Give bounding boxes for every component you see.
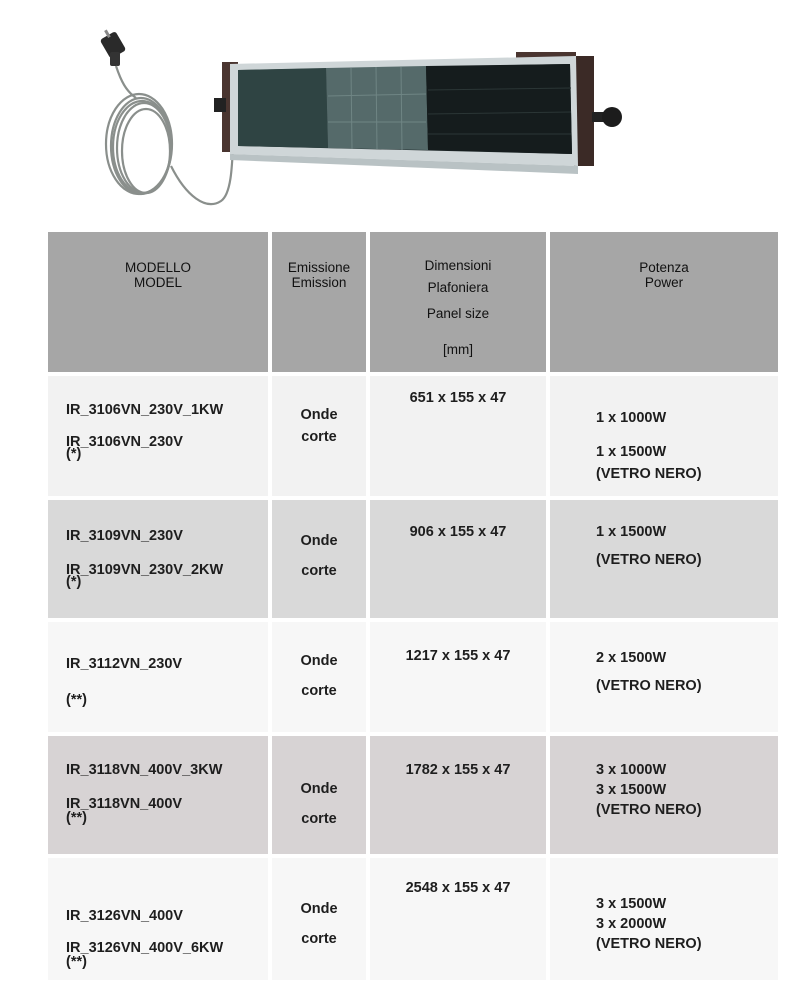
power-value: 3 x 1000W	[596, 762, 667, 778]
power-note: (VETRO NERO)	[596, 936, 702, 952]
emission-value: Onde corte	[300, 533, 338, 579]
column-divider	[546, 232, 550, 980]
dimensions-value: 2548 x 155 x 47	[405, 880, 511, 896]
product-image	[96, 26, 632, 226]
model-note: (*)	[66, 574, 82, 590]
dimensions-value: 906 x 155 x 47	[409, 524, 507, 540]
model-name: IR_3109VN_230V_2KW	[66, 562, 224, 578]
emission-value: Onde corte	[300, 781, 338, 827]
model-name: IR_3126VN_400V_6KW	[66, 940, 224, 956]
power-value: 3 x 1500W	[596, 782, 667, 798]
model-name: IR_3118VN_400V	[66, 796, 183, 812]
emission-value: Onde corte	[300, 407, 338, 445]
power-value: 1 x 1000W	[596, 410, 667, 426]
model-note: (**)	[66, 954, 87, 970]
heater-panel	[214, 52, 622, 174]
header-dimensions: Dimensioni Plafoniera Panel size [mm]	[370, 232, 546, 372]
model-name: IR_3126VN_400V	[66, 908, 183, 924]
column-divider	[366, 232, 370, 980]
power-value: 3 x 2000W	[596, 916, 667, 932]
dimensions-value: 1782 x 155 x 47	[405, 762, 511, 778]
model-name: IR_3106VN_230V_1KW	[66, 402, 224, 418]
table-row	[48, 622, 778, 732]
model-name: IR_3112VN_230V	[66, 656, 183, 672]
model-note: (*)	[66, 446, 82, 462]
model-note: (**)	[66, 810, 87, 826]
emission-value: Onde corte	[300, 653, 338, 699]
header-model: MODELLO MODEL	[48, 232, 268, 372]
emission-value: Onde corte	[300, 901, 338, 947]
power-note: (VETRO NERO)	[596, 466, 702, 482]
header-power: Potenza Power	[550, 232, 778, 372]
power-note: (VETRO NERO)	[596, 802, 702, 818]
power-value: 2 x 1500W	[596, 650, 667, 666]
header-emission: Emissione Emission	[272, 232, 366, 372]
plug-icon	[100, 30, 127, 66]
model-note: (**)	[66, 692, 87, 708]
model-name: IR_3106VN_230V	[66, 434, 183, 450]
spec-table	[48, 232, 778, 980]
power-value: 3 x 1500W	[596, 896, 667, 912]
column-divider	[268, 232, 272, 980]
power-value: 1 x 1500W	[596, 524, 667, 540]
dimensions-value: 1217 x 155 x 47	[405, 648, 511, 664]
model-name: IR_3109VN_230V	[66, 528, 183, 544]
table-row	[48, 736, 778, 854]
model-name: IR_3118VN_400V_3KW	[66, 762, 223, 778]
power-note: (VETRO NERO)	[596, 678, 702, 694]
power-note: (VETRO NERO)	[596, 552, 702, 568]
power-value: 1 x 1500W	[596, 444, 667, 460]
dimensions-value: 651 x 155 x 47	[409, 390, 507, 406]
